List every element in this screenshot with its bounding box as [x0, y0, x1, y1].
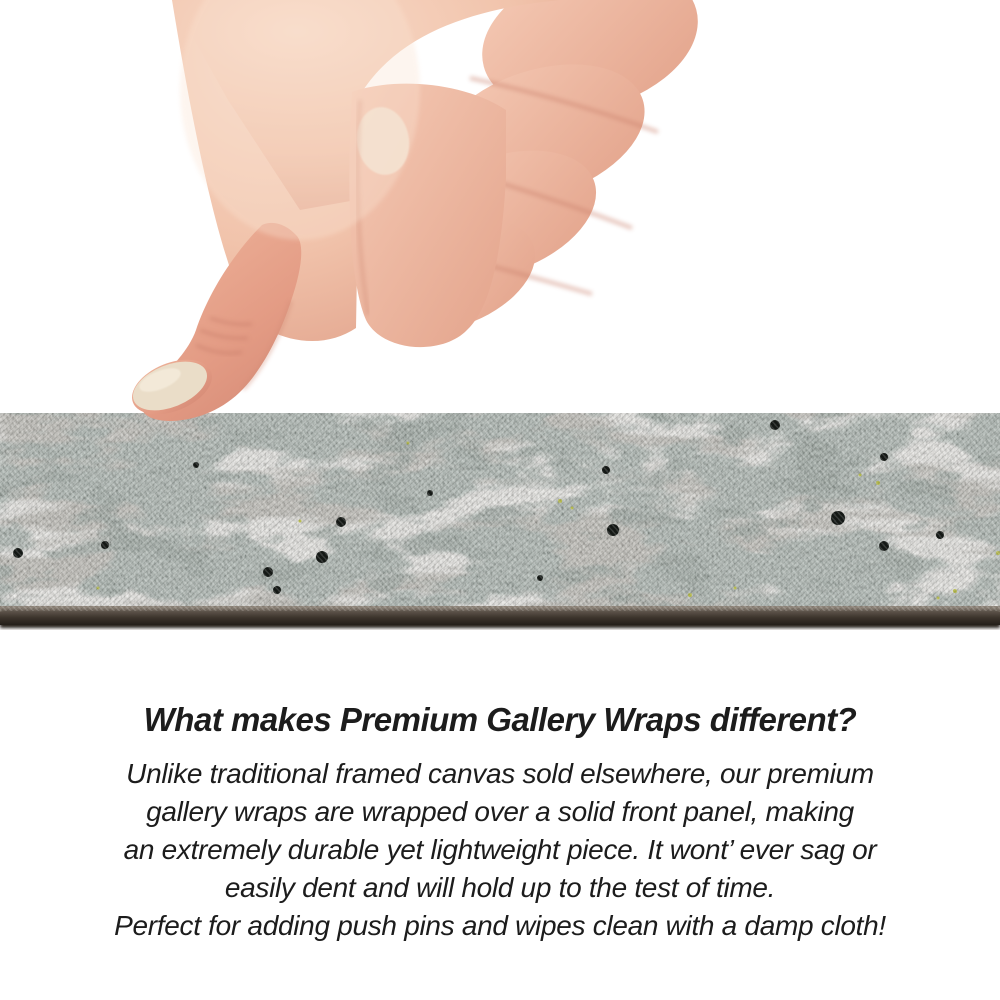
description-line-2: gallery wraps are wrapped over a solid front panel, making [146, 796, 854, 827]
canvas-edge-dark-band [0, 612, 1000, 625]
description-section [0, 698, 1000, 945]
canvas-weave-layer [0, 413, 1000, 611]
description-line-5: Perfect for adding push pins and wipes clean with a damp cloth! [114, 910, 886, 941]
canvas-edge-photo [0, 413, 1000, 630]
thumb [124, 223, 301, 425]
description-line-3: an extremely durable yet lightweight piece. It wont’ ever sag or [123, 834, 877, 865]
description-line-4: easily dent and will hold up to the test of time. [224, 872, 776, 903]
section-heading: What makes Premium Gallery Wraps different? [143, 701, 857, 738]
canvas-texture [0, 413, 1000, 630]
description-line-1: Unlike traditional framed canvas sold elsewhere, our premium [126, 758, 874, 789]
hand-photo [0, 0, 1000, 432]
